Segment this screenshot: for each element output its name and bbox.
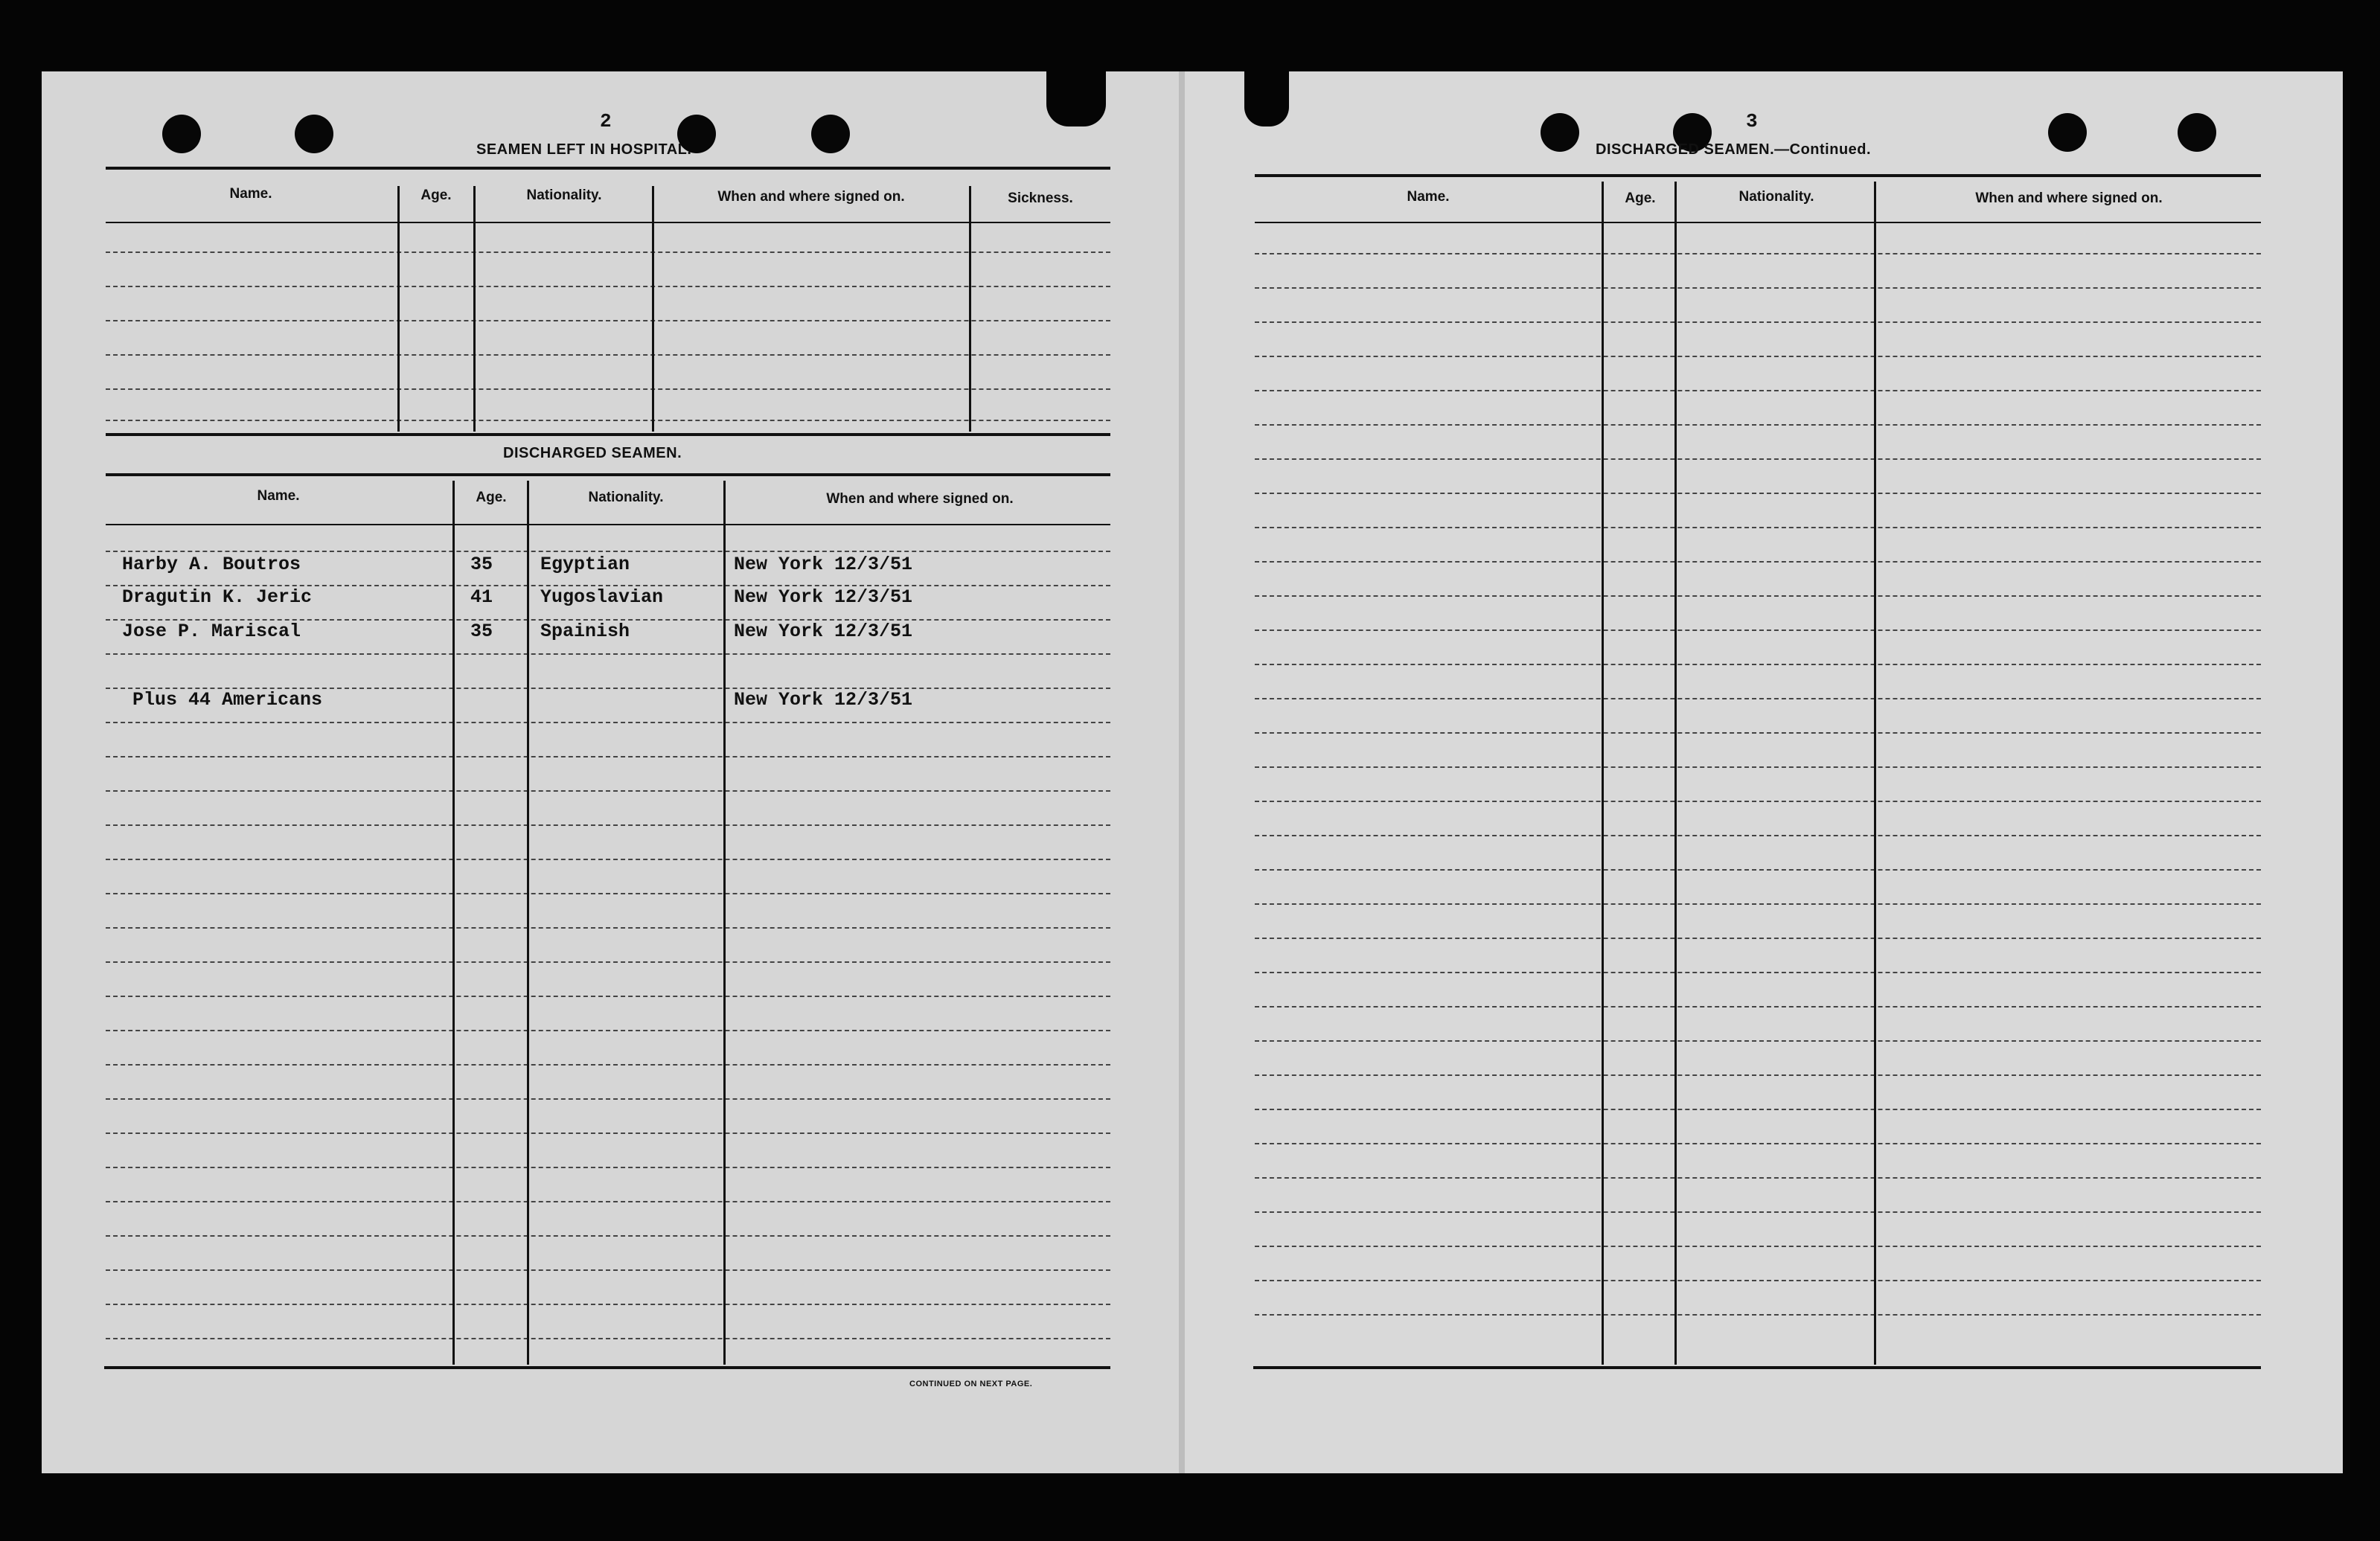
continued-note: CONTINUED ON NEXT PAGE. — [909, 1380, 1033, 1388]
seaman-entry-signed-on: New York 12/3/51 — [734, 621, 913, 642]
hospital-col-nationality: Nationality. — [526, 188, 602, 203]
right-row-line — [1255, 1314, 2261, 1316]
punch-hole — [2178, 113, 2216, 152]
right-row-line — [1255, 1006, 2261, 1007]
hospital-row-line — [106, 252, 1110, 253]
right-row-line — [1255, 629, 2261, 631]
right-col-name: Name. — [1407, 189, 1450, 205]
right-row-line — [1255, 1143, 2261, 1144]
right-bottom-rule — [1253, 1366, 2261, 1369]
seaman-entry-signed-on: New York 12/3/51 — [734, 689, 913, 711]
hospital-title: SEAMEN LEFT IN HOSPITAL. — [476, 141, 692, 158]
seaman-entry-signed-on: New York 12/3/51 — [734, 554, 913, 575]
discharged-row-line — [106, 790, 1110, 792]
hospital-bottom-rule — [106, 433, 1110, 436]
hospital-row-line — [106, 286, 1110, 287]
discharged-row-line — [106, 927, 1110, 929]
hospital-row-line — [106, 420, 1110, 421]
right-row-line — [1255, 664, 2261, 665]
page-number: 2 — [600, 110, 612, 132]
punch-hole — [295, 115, 333, 153]
right-row-line — [1255, 1040, 2261, 1042]
discharged-row-line — [106, 722, 1110, 723]
seaman-entry-age: 41 — [470, 586, 493, 608]
discharged-col-name: Name. — [257, 488, 300, 504]
right-col-age: Age. — [1625, 190, 1656, 206]
seaman-entry-name: Jose P. Mariscal — [122, 621, 301, 642]
right-col-nationality: Nationality. — [1738, 189, 1814, 205]
right-top-rule — [1255, 174, 2261, 177]
discharged-row-line — [106, 859, 1110, 860]
discharged-col-age: Age. — [476, 490, 507, 505]
right-row-line — [1255, 903, 2261, 905]
right-row-line — [1255, 972, 2261, 973]
seaman-entry-nationality: Egyptian — [540, 554, 630, 575]
right-col-divider — [1874, 182, 1876, 1365]
right-row-line — [1255, 801, 2261, 802]
hospital-col-divider — [652, 186, 654, 432]
right-row-line — [1255, 732, 2261, 734]
discharged-row-line — [106, 893, 1110, 894]
right-row-line — [1255, 595, 2261, 597]
seaman-entry-signed-on: New York 12/3/51 — [734, 586, 913, 608]
right-row-line — [1255, 458, 2261, 460]
discharged-title: DISCHARGED SEAMEN. — [503, 445, 682, 461]
discharged-row-line — [106, 756, 1110, 757]
right-row-line — [1255, 938, 2261, 939]
seaman-entry-name: Dragutin K. Jeric — [122, 586, 313, 608]
discharged-col-divider — [527, 481, 529, 1365]
discharged-top-rule — [106, 473, 1110, 476]
right-row-line — [1255, 527, 2261, 528]
right-col-signed-on: When and where signed on. — [1975, 190, 2163, 206]
discharged-row-line — [106, 1304, 1110, 1305]
continued-title: DISCHARGED SEAMEN.—Continued. — [1596, 141, 1872, 158]
discharged-row-line — [106, 824, 1110, 826]
right-col-divider — [1674, 182, 1677, 1365]
discharged-col-divider — [452, 481, 455, 1365]
discharged-col-nationality: Nationality. — [588, 490, 664, 505]
discharged-row-line — [106, 1338, 1110, 1339]
seaman-entry-age: 35 — [470, 554, 493, 575]
hospital-col-sickness: Sickness. — [1008, 190, 1073, 206]
hospital-col-divider — [397, 186, 400, 432]
discharged-header-rule — [106, 524, 1110, 525]
right-row-line — [1255, 766, 2261, 768]
punch-hole — [1541, 113, 1579, 152]
punch-hole — [811, 115, 850, 153]
page-number: 3 — [1746, 110, 1758, 132]
right-row-line — [1255, 493, 2261, 494]
page-fold — [1179, 71, 1185, 1473]
right-col-divider — [1602, 182, 1604, 1365]
right-row-line — [1255, 424, 2261, 426]
discharged-bottom-rule — [104, 1366, 1110, 1369]
right-row-line — [1255, 1074, 2261, 1076]
seaman-entry-nationality: Spainish — [540, 621, 630, 642]
discharged-row-line — [106, 961, 1110, 963]
hospital-col-divider — [969, 186, 971, 432]
hospital-col-name: Name. — [229, 186, 272, 202]
right-row-line — [1255, 561, 2261, 563]
discharged-col-signed-on: When and where signed on. — [826, 491, 1014, 507]
right-row-line — [1255, 390, 2261, 391]
punch-hole — [2048, 113, 2087, 152]
discharged-row-line — [106, 1030, 1110, 1031]
right-header-rule — [1255, 222, 2261, 223]
right-row-line — [1255, 1280, 2261, 1281]
hospital-row-line — [106, 320, 1110, 321]
punch-hole — [162, 115, 201, 153]
discharged-row-line — [106, 1201, 1110, 1202]
binder-notch — [1046, 67, 1106, 126]
seaman-entry-name: Harby A. Boutros — [122, 554, 301, 575]
discharged-row-line — [106, 1235, 1110, 1237]
seaman-entry-age: 35 — [470, 621, 493, 642]
right-row-line — [1255, 1211, 2261, 1213]
left-page — [42, 71, 1182, 1473]
discharged-col-divider — [723, 481, 726, 1365]
hospital-col-age: Age. — [420, 188, 452, 203]
hospital-header-rule — [106, 222, 1110, 223]
right-row-line — [1255, 869, 2261, 871]
right-row-line — [1255, 253, 2261, 254]
binder-notch — [1244, 67, 1289, 126]
right-row-line — [1255, 698, 2261, 699]
hospital-row-line — [106, 354, 1110, 356]
discharged-row-line — [106, 1064, 1110, 1066]
right-row-line — [1255, 1177, 2261, 1179]
discharged-row-line — [106, 1167, 1110, 1168]
hospital-col-divider — [473, 186, 476, 432]
right-row-line — [1255, 1109, 2261, 1110]
right-row-line — [1255, 1246, 2261, 1247]
right-row-line — [1255, 287, 2261, 289]
right-row-line — [1255, 835, 2261, 836]
discharged-row-line — [106, 996, 1110, 997]
right-row-line — [1255, 356, 2261, 357]
hospital-row-line — [106, 388, 1110, 390]
hospital-top-rule — [106, 167, 1110, 170]
discharged-row-line — [106, 653, 1110, 655]
right-row-line — [1255, 321, 2261, 323]
right-page — [1182, 71, 2343, 1473]
discharged-row-line — [106, 1132, 1110, 1134]
seaman-entry-name: Plus 44 Americans — [132, 689, 323, 711]
hospital-col-signed-on: When and where signed on. — [717, 189, 905, 205]
discharged-row-line — [106, 551, 1110, 552]
discharged-row-line — [106, 1098, 1110, 1100]
seaman-entry-nationality: Yugoslavian — [540, 586, 664, 608]
discharged-row-line — [106, 1269, 1110, 1271]
